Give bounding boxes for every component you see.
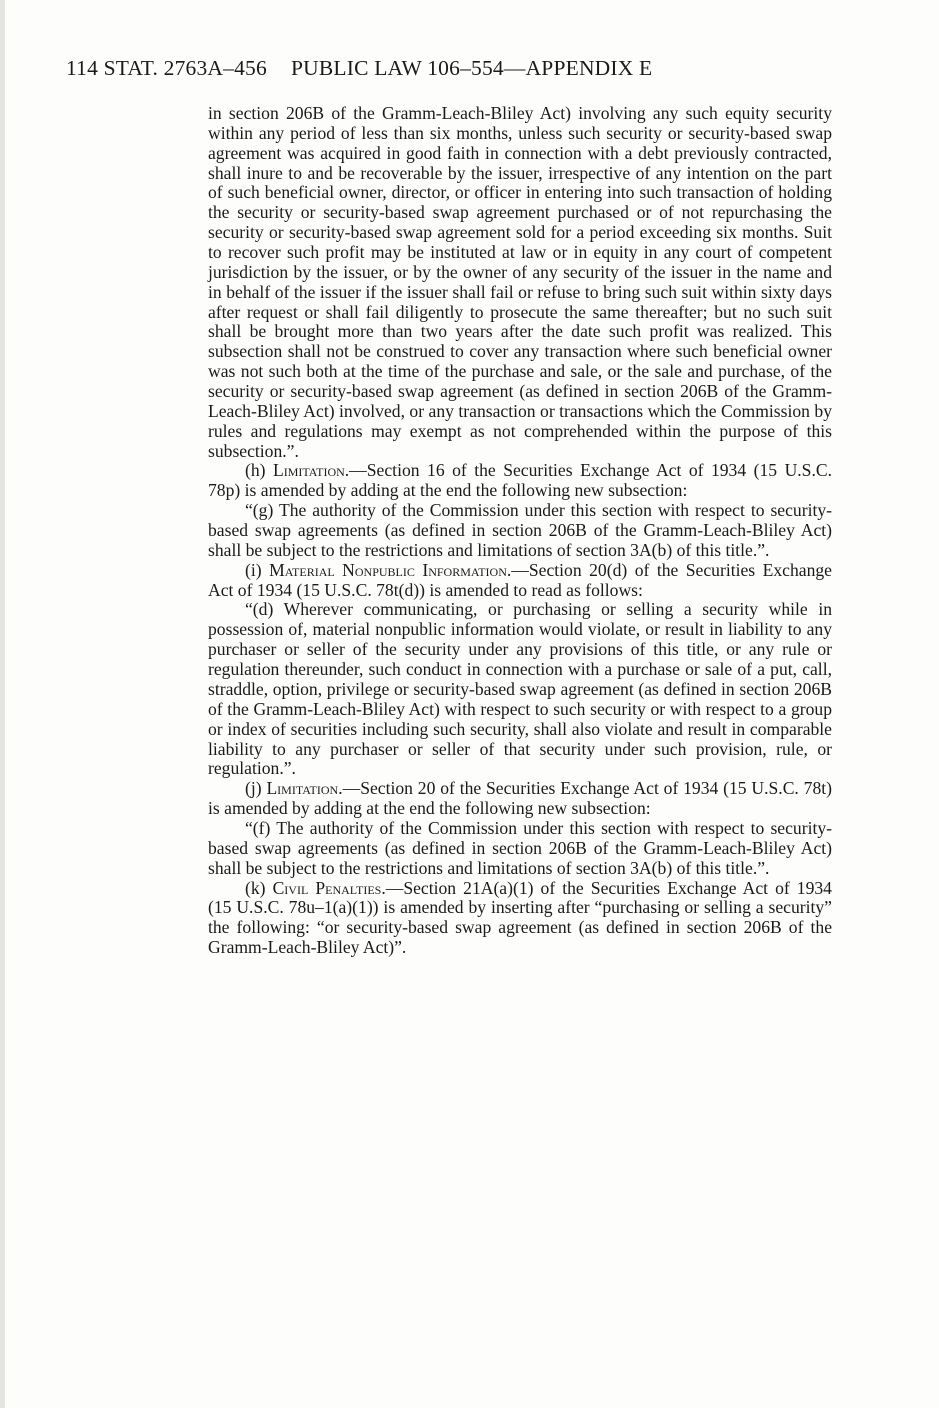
quoted-subsection-f: “(f) The authority of the Commission under this section with respect to security-based swap agreements (as defined in section 206B of the Gramm-Leach-Bliley Act) shall be subject to the restrictions and limitations of section 3A(b) of this title.”. (208, 817, 832, 878)
subsection-h-label: (h) (245, 460, 273, 481)
subsection-h-text: .—Section 16 of the Securities Exchange Act of 1934 (15 U.S.C. 78p) is amended by adding at the end the following new subsection: (208, 460, 832, 501)
subsection-i-label: (i) (245, 559, 270, 580)
subsection-j-label: (j) (245, 778, 267, 799)
page-header (66, 56, 652, 81)
page-edge (0, 0, 5, 1408)
subsection-k-heading: Civil Penalties (272, 877, 382, 898)
quoted-subsection-d: “(d) Wherever communicating, or purchasing or selling a security while in possession of, material nonpublic information would violate, or result in liability to any purchaser or seller of the security under any provisions of this title, or any rule or regulation thereunder, such conduct in connection with a purchase or sale of a put, call, straddle, option, privilege or security-based swap agreement (as defined in section 206B of the Gramm-Leach-Bliley Act) with respect to such security or with respect to a group or index of securities including such security, shall also violate and result in comparable liability to any purchaser or seller of that security under such provision, rule, or regulation.”. (208, 599, 832, 779)
quoted-subsection-g: “(g) The authority of the Commission under this section with respect to security-based swap agreements (as defined in section 206B of the Gramm-Leach-Bliley Act) shall be subject to the restrictions and limitations of section 3A(b) of this title.”. (208, 500, 832, 560)
statute-citation: 114 STAT. 2763A–456 (66, 56, 267, 80)
subsection-k (208, 879, 832, 958)
subsection-k-text: .—Section 21A(a)(1) of the Securities Exchange Act of 1934 (15 U.S.C. 78u–1(a)(1)) is amended by inserting after “purchasing or selling a security” the following: “or security-based swap agreement (as defined in section 206B of the Gramm-Leach-Bliley Act)”. (208, 877, 832, 958)
subsection-i-text: .—Section 20(d) of the Securities Exchange Act of 1934 (15 U.S.C. 78t(d)) is amended to read as follows: (208, 559, 832, 600)
subsection-j-text: .—Section 20 of the Securities Exchange Act of 1934 (15 U.S.C. 78t) is amended by adding at the end the following new subsection: (208, 778, 832, 819)
subsection-i-heading: Material Nonpublic Information (269, 559, 507, 580)
subsection-h (208, 461, 832, 501)
paragraph-continuation: in section 206B of the Gramm-Leach-Bliley Act) involving any such equity security within any period of less than six months, unless such security or security-based swap agreement was acquired in good faith in connection with a debt previously contracted, shall inure to and be recoverable by the issuer, irrespective of any intention on the part of such beneficial owner, director, or officer in entering into such transaction of holding the security or security-based swap agreement purchased or of not repurchasing the security or security-based swap agreement sold for a period exceeding six months. Suit to recover such profit may be instituted at law or in equity in any court of competent jurisdiction by the issuer, or by the owner of any security of the issuer in the name and in behalf of the issuer if the issuer shall fail or refuse to bring such suit within sixty days after request or shall fail diligently to prosecute the same thereafter; but no such suit shall be brought more than two years after the date such profit was realized. This subsection shall not be construed to cover any transaction where such beneficial owner was not such both at the time of the purchase and sale, or the sale and purchase, of the security or security-based swap agreement (as defined in section 206B of the Gramm-Leach-Bliley Act) involved, or any transaction or transactions which the Commission by rules and regulations may exempt as not comprehended within the purpose of this subsection.”. (208, 103, 832, 461)
subsection-j-heading: Limitation (266, 778, 339, 799)
subsection-h-heading: Limitation (273, 460, 345, 481)
body-text (208, 104, 832, 958)
subsection-i (208, 561, 832, 601)
subsection-k-label: (k) (245, 877, 273, 898)
public-law-title: PUBLIC LAW 106–554—APPENDIX E (290, 56, 653, 80)
subsection-j (208, 779, 832, 819)
